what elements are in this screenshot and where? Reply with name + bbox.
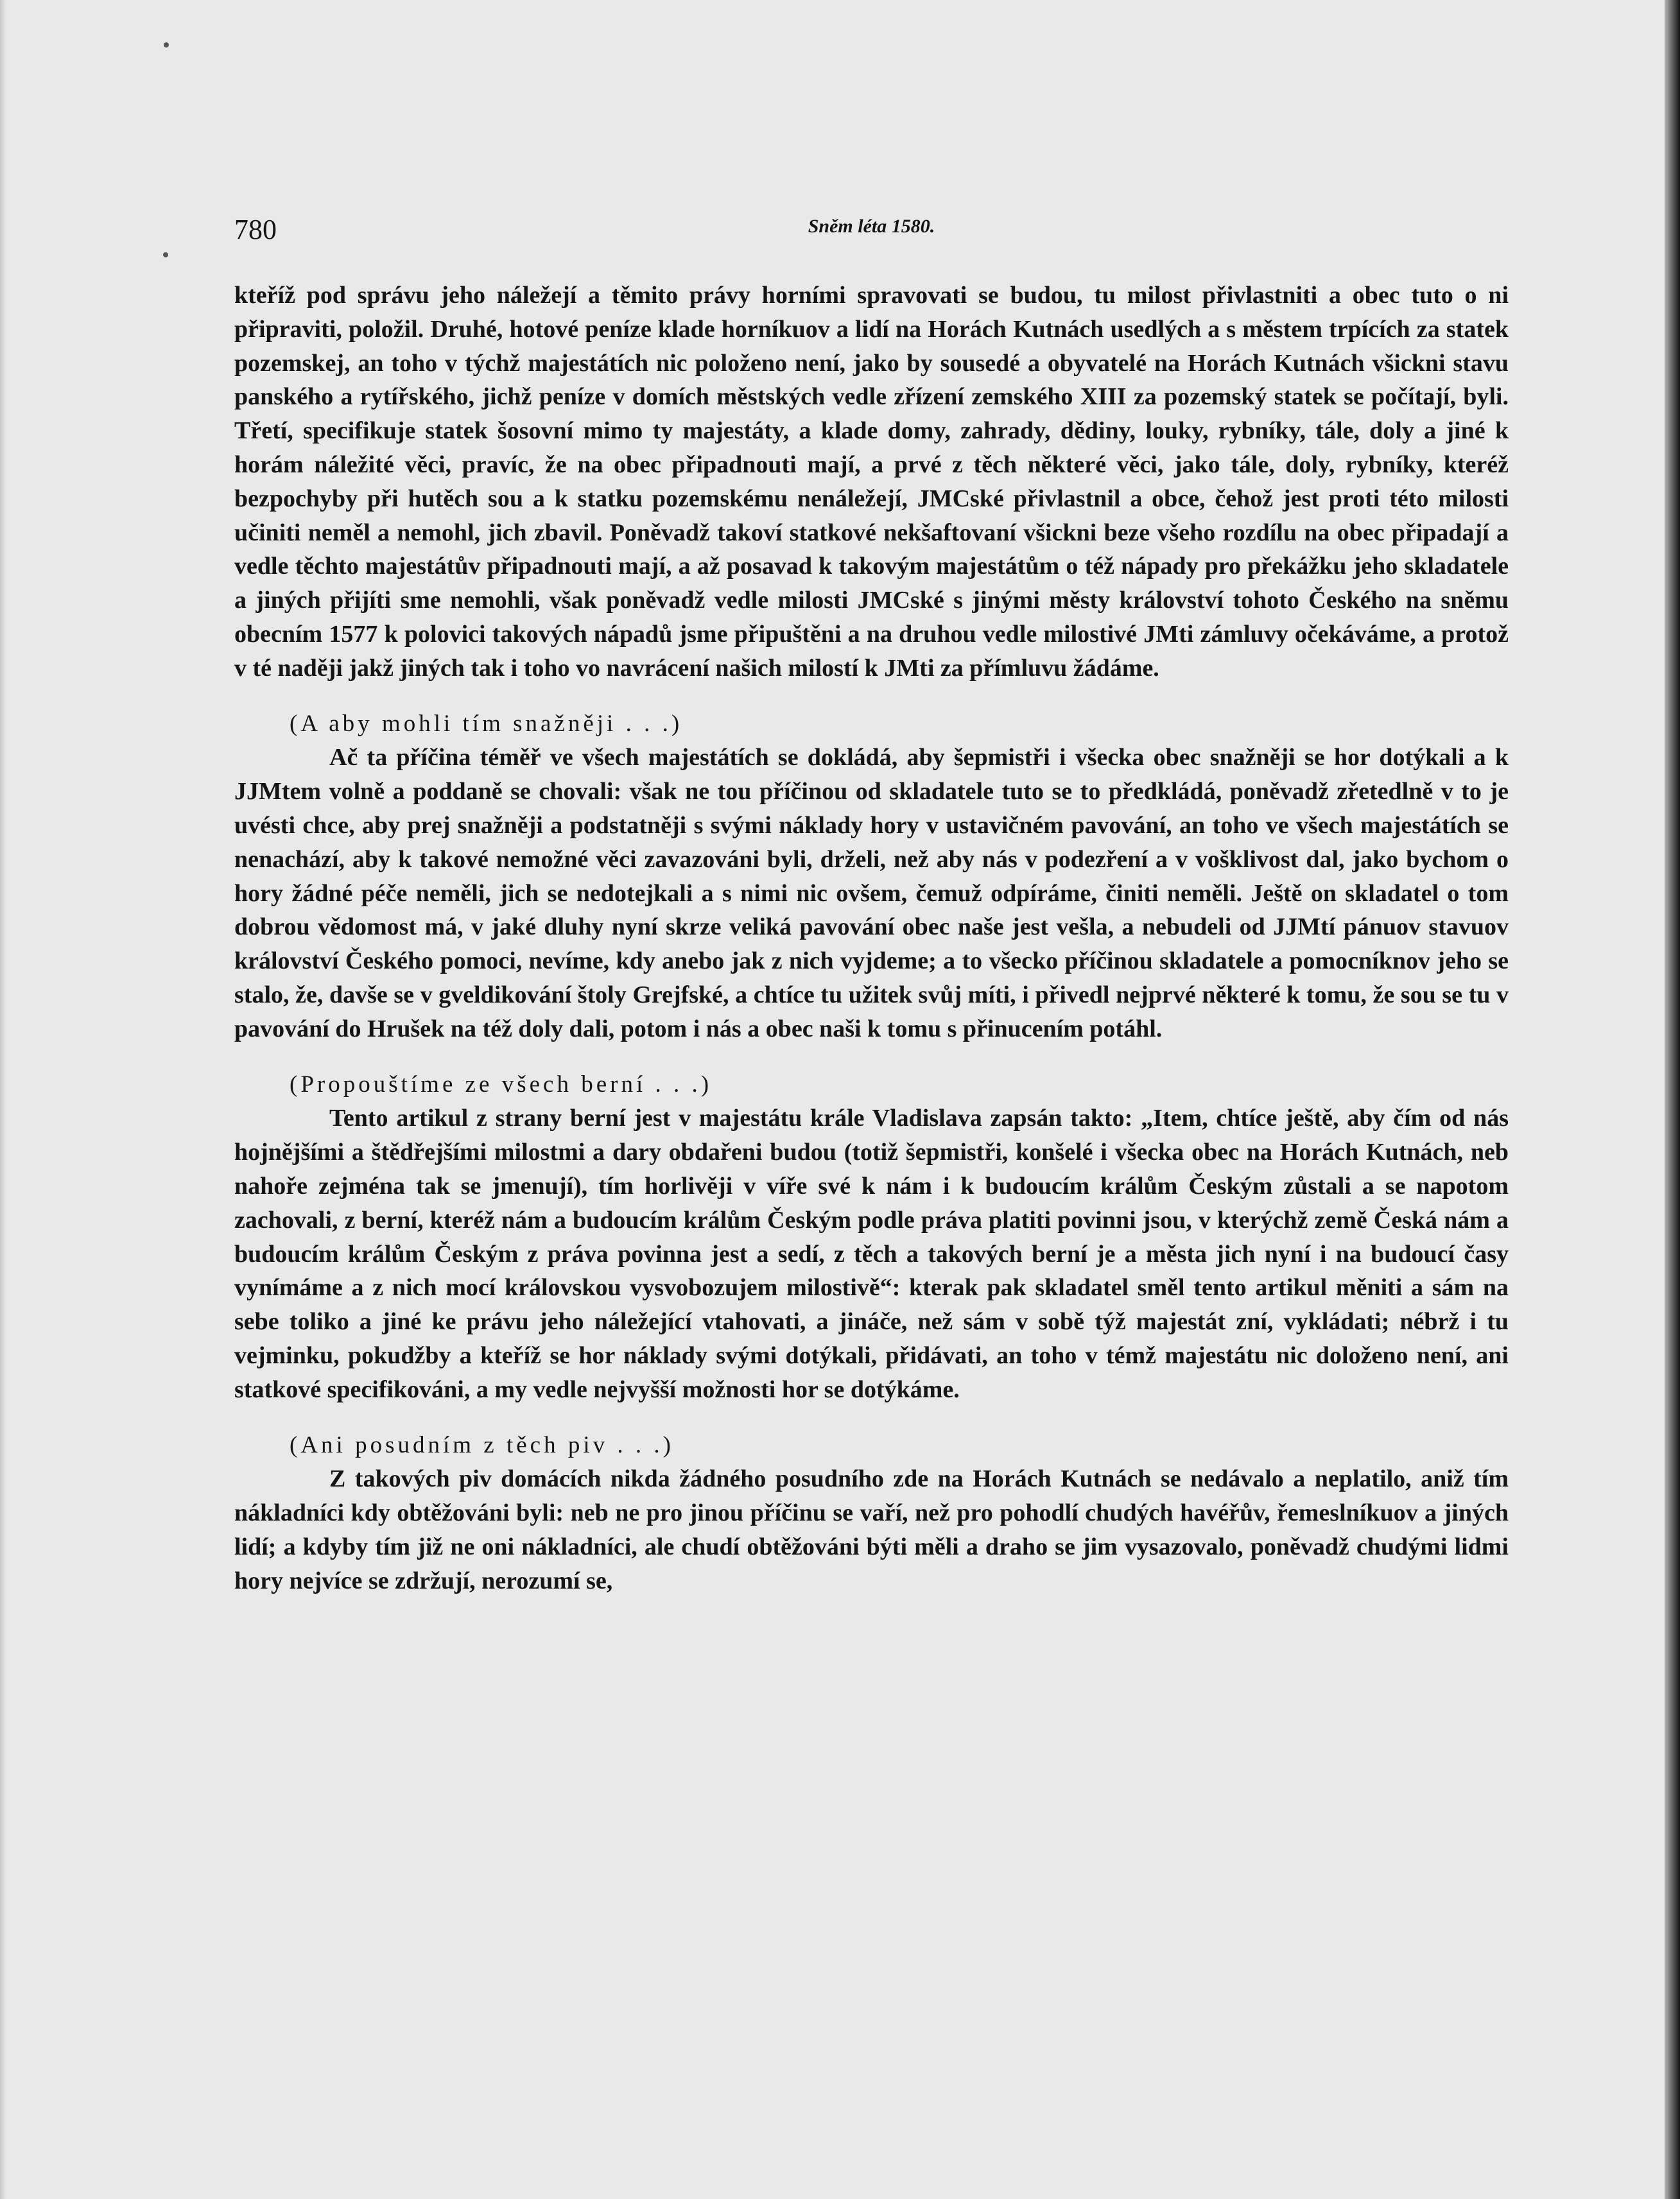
paragraph-3: Tento artikul z strany berní jest v majestátu krále Vladislava zapsán takto: „Item, chtíce ještě, aby čím od nás hojnějšími a štědřejšími milostmi a dary obdařeni budou (totiž šepmistři, konšelé i všecka obec na Horách Kutnách, neb nahoře zejména tak se jmenují), tím horlivěji v víře své k nám i k budoucím králům Českým zůstali a se napotom zachovali, z berní, kteréž nám a budoucím králům Českým podle práva platiti povinni jsou, v kterýchž země Česká nám a budoucím králům Českým z práva povinna jest a sedí, z těch a takových berní je a města jich nyní i na budoucí časy vynímáme a z nich mocí královskou vysvobozujem milostivě“: kterak pak skladatel směl tento artikul měniti a sám na sebe toliko a jiné ke právu jeho náležející vtahovati, a jináče, než sám v sobě týž majestát zní, vykládati; nébrž i tu vejminku, pokudžby a kteříž se hor náklady svými dotýkali, přidávati, an toho v témž majestátu nic doloženo není, ani statkové specifikováni, a my vedle nejvyšší možnosti hor se dotýkáme. (234, 1105, 1509, 1403)
scan-right-edge (1665, 0, 1680, 2199)
body-text (234, 279, 1509, 1598)
scan-left-edge (0, 0, 6, 2199)
section-heading: (Ani posudním z těch piv . . .) (290, 1431, 674, 1458)
paragraph-2: Ač ta příčina téměř ve všech majestátích se dokládá, aby šepmistři i všecka obec snažněji se hor dotýkali a k JJMtem volně a poddaně se chovali: však ne tou příčinou od skladatele tuto se to předkládá, poněvadž zřetedlně v to je uvésti chce, aby prej snažněji a podstatněji s svými náklady hory v ustavičném pavování, an toho ve všech majestátích se nenachází, aby k takové nemožné věci zavazováni byli, drželi, než aby nás v podezření a v vošklivost dal, jako bychom o hory žádné péče neměli, jich se nedotejkali a s nimi nic ovšem, čemuž odpíráme, činiti neměli. Ještě on skladatel o tom dobrou vědomost má, v jaké dluhy nyní skrze veliká pavování obec naše jest vešla, a nebudeli od JJMtí pánuov stavuov království Českého pomoci, nevíme, kdy anebo jak z nich vyjdeme; a to všecko příčinou skladatele a pomocníknov jeho se stalo, že, davše se v gveldikování štoly Grejfské, a chtíce tu užitek svůj míti, i přivedl nejprvé některé k tomu, že sou se tu v pavování do Hrušek na též doly dali, potom i nás a obec naši k tomu s přinucením potáhl. (234, 744, 1509, 1042)
scan-speck (164, 42, 169, 47)
paragraph-1: kteříž pod správu jeho náležejí a těmito právy horními spravovati se budou, tu milost přivlastniti a obec tuto o ni připraviti, položil. Druhé, hotové peníze klade horníkuov a lidí na Horách Kutnách usedlých a s městem trpících za statek pozemskej, an toho v týchž majestátích nic položeno není, jako by sousedé a obyvatelé na Horách Kutnách všickni stavu panského a rytířského, jichž peníze v domích městských vedle zřízení zemského XIII za pozemský statek se počítají, byli. Třetí, specifikuje statek šosovní mimo ty majestáty, a klade domy, zahrady, dědiny, louky, rybníky, tále, doly a jiné k horám náležité věci, pravíc, že na obec připadnouti mají, a prvé z těch některé věci, jako tále, doly, rybníky, kteréž bezpochyby při hutěch sou a k statku pozemskému nenáležejí, JMCské přivlastnil a obce, čehož jest proti této milosti učiniti neměl a nemohl, jich zbavil. Poněvadž takoví statkové nekšaftovaní všickni beze všeho rozdílu na obec připadají a vedle těchto majestátův připadnouti mají, a až posavad k takovým majestátům o též nápady pro překážku jeho skladatele a jiných přijíti sme nemohli, však poněvadž vedle milosti JMCské s jinými městy království tohoto Českého na sněmu obecním 1577 k polovici takových nápadů jsme připuštěni a na druhou vedle milostivé JMti zámluvy očekáváme, a protož v té naději jakž jiných tak i toho vo navrácení našich milostí k JMti za přímluvu žádáme. (234, 282, 1509, 682)
paragraph-4: Z takových piv domácích nikda žádného posudního zde na Horách Kutnách se nedávalo a neplatilo, aniž tím nákladníci kdy obtěžováni byli: neb ne pro jinou příčinu se vaří, než pro pohodlí chudých havéřův, řemeslníkuov a jiných lidí; a kdyby tím již ne oni nákladníci, ale chudí obtěžováni býti měli a draho se jim vysazovalo, poněvadž chudými lidmi hory nejvíce se zdržují, nerozumí se, (234, 1465, 1509, 1594)
running-head: Sněm léta 1580. (808, 216, 935, 237)
page-header (234, 213, 1509, 252)
section-heading: (A aby mohli tím snažněji . . .) (290, 710, 683, 737)
page-number: 780 (234, 214, 277, 245)
scan-speck (163, 252, 168, 257)
section-heading: (Propouštíme ze všech berní . . .) (290, 1071, 713, 1098)
